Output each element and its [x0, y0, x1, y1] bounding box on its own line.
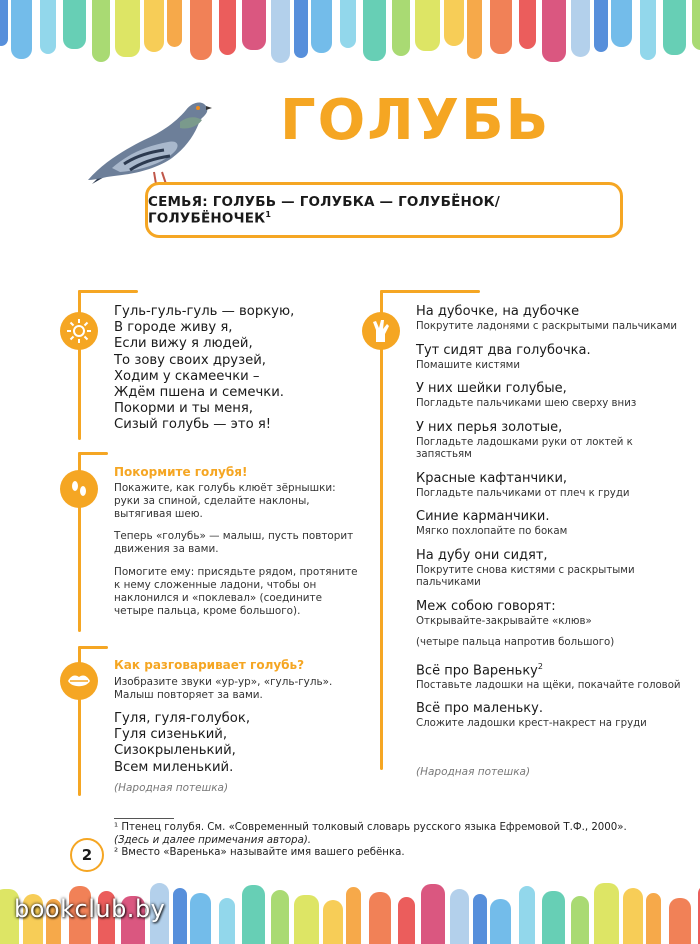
- paint-stroke: [490, 0, 512, 54]
- hand-icon: [362, 312, 400, 350]
- poem2-line: Гуля, гуля-голубок,: [114, 711, 251, 726]
- paint-stroke: [450, 889, 469, 944]
- rhyme-line: У них шейки голубые,: [416, 381, 567, 396]
- rhyme-item: [416, 304, 686, 334]
- paint-stroke: [571, 896, 589, 944]
- paint-stroke: [190, 0, 212, 60]
- poem1-line: Сизый голубь — это я!: [114, 417, 272, 433]
- left-feed-rule: [78, 452, 108, 455]
- finger-rhyme-list: [416, 304, 686, 740]
- poem1-line: Покорми и ты меня,: [114, 401, 253, 417]
- footprints-icon: [60, 470, 98, 508]
- poem1-line: В городе живу я,: [114, 320, 233, 336]
- rhyme-line: Всё про Вареньку$^2$: [416, 661, 543, 678]
- rhyme-item: [416, 599, 686, 629]
- paint-stroke: [392, 0, 410, 56]
- folk-note-right: (Народная потешка): [416, 766, 531, 778]
- paint-stroke: [623, 888, 643, 944]
- paint-stroke: [242, 885, 265, 944]
- rhyme-line: На дубочке, на дубочке: [416, 304, 580, 319]
- left-top-rule: [78, 290, 138, 293]
- family-text: СЕМЬЯ: ГОЛУБЬ — ГОЛУБКА — ГОЛУБЁНОК/ГОЛУБЁНОЧЕК$^1$: [148, 193, 501, 227]
- paint-stroke: [311, 0, 332, 53]
- poem2-line: Сизокрыленький,: [114, 743, 236, 759]
- rhyme-item: [416, 701, 686, 731]
- paint-stroke: [363, 0, 386, 61]
- rhyme-action: (четыре пальца напротив большого): [416, 637, 615, 648]
- watermark: bookclub.by: [14, 895, 166, 923]
- feed-paragraph-1: Покажите, как голубь клюёт зёрнышки: руки за спиной, сделайте наклоны, вытягивая шею.: [114, 482, 336, 520]
- paint-stroke: [40, 0, 56, 54]
- paint-stroke: [542, 0, 566, 62]
- paint-stroke: [663, 0, 686, 55]
- paint-stroke: [115, 0, 140, 57]
- paint-stroke: [473, 894, 487, 944]
- rhyme-action: Поставьте ладошки на щёки, покачайте головой: [416, 679, 681, 691]
- footnote-rule: [114, 818, 174, 819]
- rhyme-item: [416, 548, 686, 590]
- poem-2: [114, 711, 250, 776]
- paint-stroke: [444, 0, 464, 46]
- poem1-line: Если вижу я людей,: [114, 336, 253, 352]
- paint-stroke: [490, 899, 511, 944]
- paint-stroke: [190, 893, 211, 944]
- rhyme-line: Всё про маленьку.: [416, 701, 543, 717]
- poem1-line: Ждём пшена и семечки.: [114, 385, 284, 401]
- paint-stroke: [294, 895, 319, 944]
- paint-stroke: [271, 890, 289, 944]
- rhyme-line: Синие карманчики.: [416, 509, 550, 524]
- paint-stroke: [323, 900, 343, 944]
- rhyme-line: Тут сидят два голубочка.: [416, 342, 591, 358]
- rhyme-action: Погладьте пальчиками шею сверху вниз: [416, 398, 637, 409]
- paint-stroke: [594, 883, 619, 944]
- paint-stroke: [63, 0, 86, 49]
- paint-stroke: [173, 888, 187, 944]
- paint-stroke: [340, 0, 356, 48]
- rhyme-line: У них перья золотые,: [416, 419, 563, 435]
- rhyme-line: На дубу они сидят,: [416, 547, 548, 563]
- rhyme-item: [416, 343, 686, 373]
- left-talk-rule: [78, 646, 108, 649]
- page-title: ГОЛУБЬ: [280, 88, 551, 153]
- paint-stroke: [415, 0, 440, 51]
- paint-stroke: [346, 887, 361, 944]
- talk-paragraph: Изобразите звуки «ур-ур», «гуль-гуль». Малыш повторяет за вами.: [114, 676, 333, 701]
- right-vertical-rule: [380, 290, 383, 770]
- folk-note-left: (Народная потешка): [114, 782, 229, 794]
- paint-stroke: [294, 0, 308, 58]
- lips-icon: [60, 662, 98, 700]
- top-paint-stripes: [0, 0, 700, 66]
- paint-stroke: [369, 892, 391, 944]
- poem1-line: Гуль-гуль-гуль — воркую,: [114, 304, 295, 319]
- feed-paragraph-3: Помогите ему: присядьте рядом, протяните к нему сложенные ладони, чтобы он наклонился и «поклевал» (соедините четыре пальца, кроме большого).: [114, 566, 358, 617]
- rhyme-action: Погладьте пальчиками от плеч к груди: [416, 487, 630, 499]
- poem2-line: Всем миленький.: [114, 759, 234, 775]
- paint-stroke: [242, 0, 266, 50]
- paint-stroke: [571, 0, 590, 57]
- footnote-1: ¹ Птенец голубя. См. «Современный толковый словарь русского языка Ефремовой Т.Ф., 2000».: [114, 822, 627, 833]
- sun-icon: [60, 312, 98, 350]
- footnote-1-note: (Здесь и далее примечания автора).: [114, 834, 312, 846]
- paint-stroke: [167, 0, 182, 47]
- paint-stroke: [398, 897, 415, 944]
- poem1-line: Ходим у скамеечки –: [114, 368, 260, 384]
- paint-stroke: [421, 884, 445, 944]
- paint-stroke: [92, 0, 110, 62]
- rhyme-item: [416, 509, 686, 539]
- rhyme-action: Сложите ладошки крест-накрест на груди: [416, 718, 647, 730]
- rhyme-item: [416, 381, 686, 411]
- page-number: 2: [70, 838, 104, 872]
- rhyme-item: [416, 637, 686, 650]
- rhyme-action: Покрутите снова кистями с раскрытыми пальчиками: [416, 564, 635, 588]
- paint-stroke: [219, 0, 236, 55]
- paint-stroke: [11, 0, 32, 59]
- feed-paragraph-2: Теперь «голубь» — малыш, пусть повторит движения за вами.: [114, 530, 354, 555]
- paint-stroke: [640, 0, 656, 60]
- paint-stroke: [519, 886, 535, 944]
- paint-stroke: [519, 0, 536, 49]
- paint-stroke: [611, 0, 632, 47]
- paint-stroke: [669, 898, 691, 944]
- paint-stroke: [144, 0, 164, 52]
- paint-stroke: [646, 893, 661, 944]
- paint-stroke: [0, 0, 8, 46]
- talk-title: Как разговаривает голубь?: [114, 658, 305, 672]
- rhyme-action: Погладьте ладошками руки от локтей к запястьям: [416, 436, 633, 460]
- rhyme-action: Помашите кистями: [416, 359, 520, 371]
- paint-stroke: [692, 0, 700, 50]
- rhyme-item: [416, 659, 686, 693]
- paint-stroke: [594, 0, 608, 52]
- rhyme-action: Открывайте-закрывайте «клюв»: [416, 615, 592, 627]
- rhyme-action: Мягко похлопайте по бокам: [416, 526, 568, 537]
- family-box: [145, 182, 623, 238]
- poem2-line: Гуля сизенький,: [114, 727, 228, 743]
- rhyme-item: [416, 420, 686, 462]
- right-top-rule: [380, 290, 480, 293]
- paint-stroke: [467, 0, 482, 59]
- poem1-line: То зову своих друзей,: [114, 352, 267, 368]
- footnotes: [114, 822, 627, 860]
- rhyme-action: Покрутите ладонями с раскрытыми пальчиками: [416, 321, 677, 332]
- footnote-2: ² Вместо «Варенька» называйте имя вашего ребёнка.: [114, 847, 405, 859]
- rhyme-line: Красные кафтанчики,: [416, 470, 568, 486]
- paint-stroke: [542, 891, 565, 944]
- poem-1: [114, 304, 294, 434]
- paint-stroke: [271, 0, 290, 63]
- rhyme-line: Меж собою говорят:: [416, 598, 556, 614]
- paint-stroke: [219, 898, 235, 944]
- rhyme-item: [416, 471, 686, 501]
- feed-title: Покормите голубя!: [114, 465, 248, 479]
